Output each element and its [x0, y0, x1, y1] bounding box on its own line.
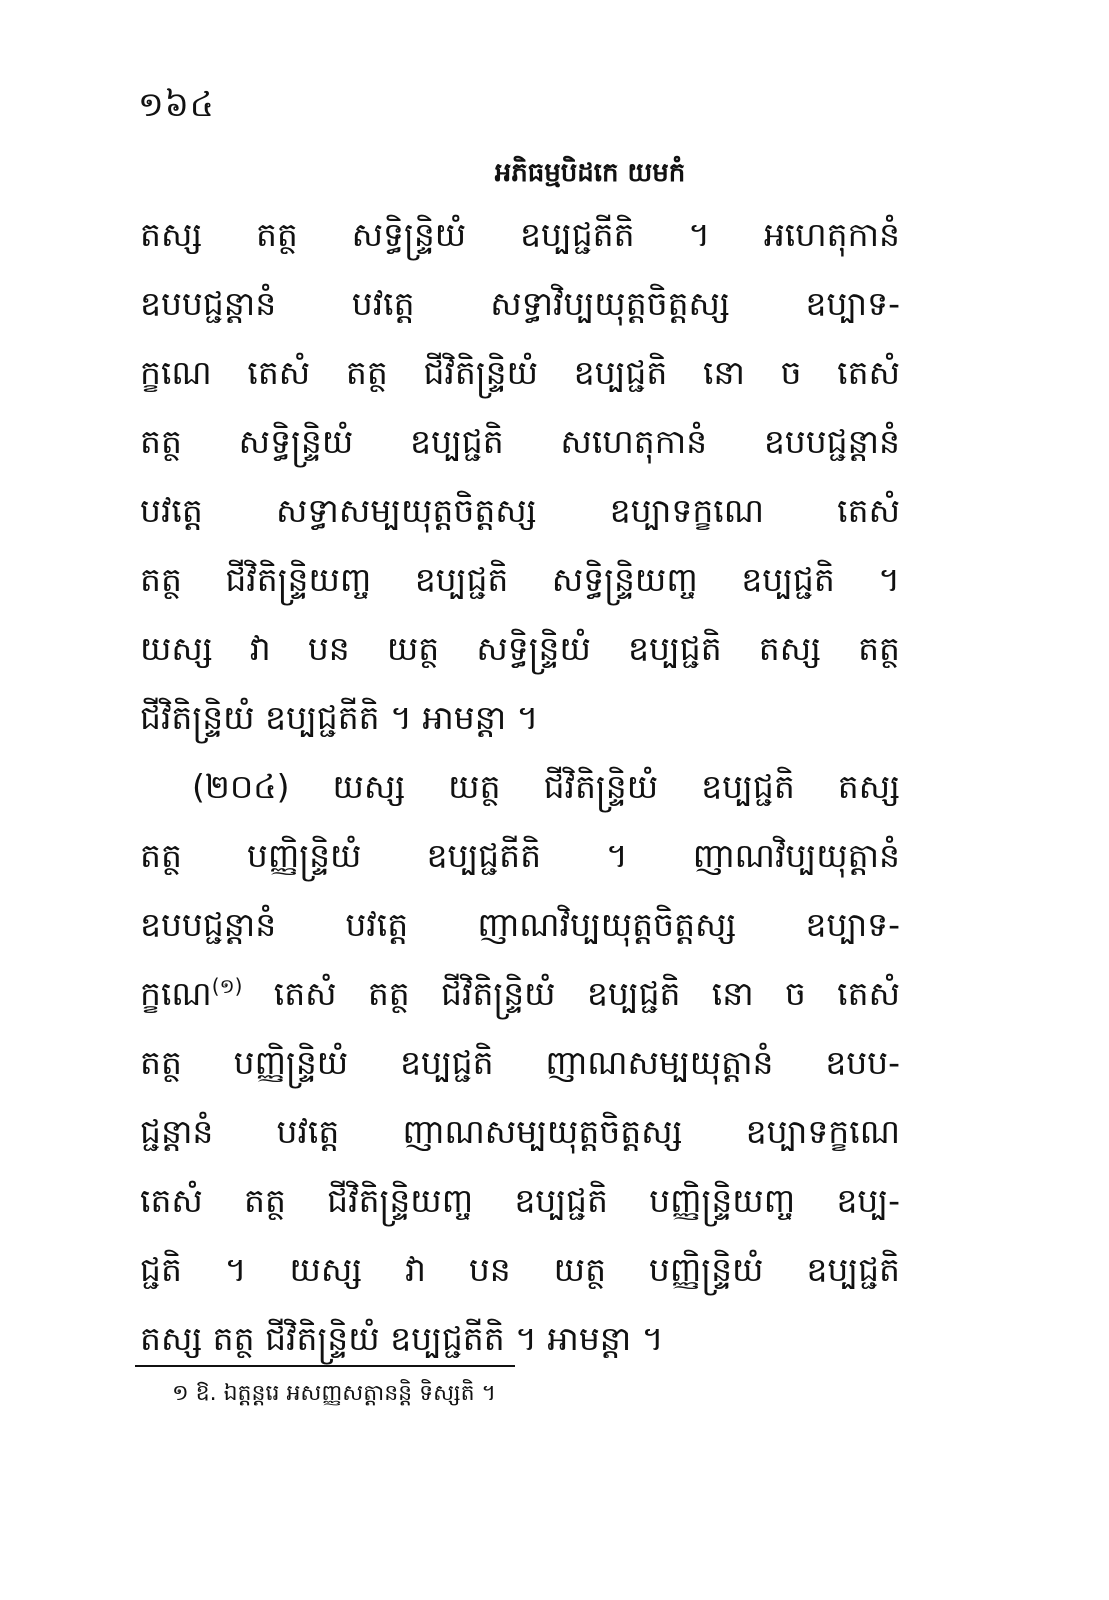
- text-line: តត្ថ សទ្ធិន្ទ្រិយំ ឧប្បជ្ជតិ សហេតុកានំ ឧបបជ្ជន្តានំ: [140, 422, 900, 461]
- footnote-divider: [135, 1365, 515, 1367]
- paragraph-start-line: (២០៤) យស្ស យត្ថ ជីវិតិន្ទ្រិយំ ឧប្បជ្ជតិ តស្ស: [192, 767, 900, 806]
- text-line: តេសំ តត្ថ ជីវិតិន្ទ្រិយញ្ច ឧប្បជ្ជតិ បញ្ញិន្ទ្រិយញ្ច ឧប្ប-: [140, 1181, 900, 1220]
- text-line: តស្ស តត្ថ ជីវិតិន្ទ្រិយំ ឧប្បជ្ជតីតិ ។ អាមន្តា ។: [140, 1319, 664, 1358]
- text-line: ឧបបជ្ជន្តានំ បវត្តេ ញាណវិប្បយុត្តចិត្តស្ស ឧប្បាទ-: [140, 905, 900, 944]
- text-line: តត្ថ បញ្ញិន្ទ្រិយំ ឧប្បជ្ជតិ ញាណសម្បយុត្តានំ ឧបប-: [140, 1043, 900, 1082]
- text-fragment: តេសំ តត្ថ ជីវិតិន្ទ្រិយំ ឧប្បជ្ជតិ នោ ច តេសំ: [273, 974, 900, 1013]
- text-line: យស្ស វា បន យត្ថ សទ្ធិន្ទ្រិយំ ឧប្បជ្ជតិ តស្ស តត្ថ: [140, 629, 900, 668]
- text-line: ជ្ជតិ ។ យស្ស វា បន យត្ថ បញ្ញិន្ទ្រិយំ ឧប្បជ្ជតិ: [140, 1250, 900, 1289]
- footnote-reference: (១): [211, 974, 243, 998]
- text-line: ក្ខណេ តេសំ តត្ថ ជីវិតិន្ទ្រិយំ ឧប្បជ្ជតិ នោ ច តេសំ: [140, 353, 900, 392]
- text-line: តត្ថ ជីវិតិន្ទ្រិយញ្ច ឧប្បជ្ជតិ សទ្ធិន្ទ្រិយញ្ច ឧប្បជ្ជតិ ។: [140, 560, 900, 599]
- text-line: ជ្ជន្តានំ បវត្តេ ញាណសម្បយុត្តចិត្តស្ស ឧប្បាទក្ខណេ: [140, 1112, 900, 1151]
- footnote: ១ ឱ. ឯត្តន្តរេ អសញ្ញសត្តានន្តិ ទិស្សតិ ។: [172, 1381, 497, 1406]
- body-text: [140, 200, 900, 1373]
- text-line: ជីវិតិន្ទ្រិយំ ឧប្បជ្ជតីតិ ។ អាមន្តា ។: [140, 698, 539, 737]
- text-line: តត្ថ បញ្ញិន្ទ្រិយំ ឧប្បជ្ជតីតិ ។ ញាណវិប្បយុត្តានំ: [140, 836, 900, 875]
- text-line-with-footnote-ref: [140, 959, 900, 1028]
- text-fragment: ក្ខណេ: [140, 974, 212, 1013]
- page-number: ១៦៤: [138, 85, 215, 125]
- text-line: តស្ស តត្ថ សទ្ធិន្ទ្រិយំ ឧប្បជ្ជតីតិ ។ អហេតុកានំ: [140, 215, 900, 254]
- text-line: បវត្តេ សទ្ធាសម្បយុត្តចិត្តស្ស ឧប្បាទក្ខណេ តេសំ: [140, 491, 900, 530]
- running-header: អភិធម្មបិដកេ យមកំ: [494, 158, 686, 188]
- text-line: ឧបបជ្ជន្តានំ បវត្តេ សទ្ធាវិប្បយុត្តចិត្តស្ស ឧប្បាទ-: [140, 284, 900, 323]
